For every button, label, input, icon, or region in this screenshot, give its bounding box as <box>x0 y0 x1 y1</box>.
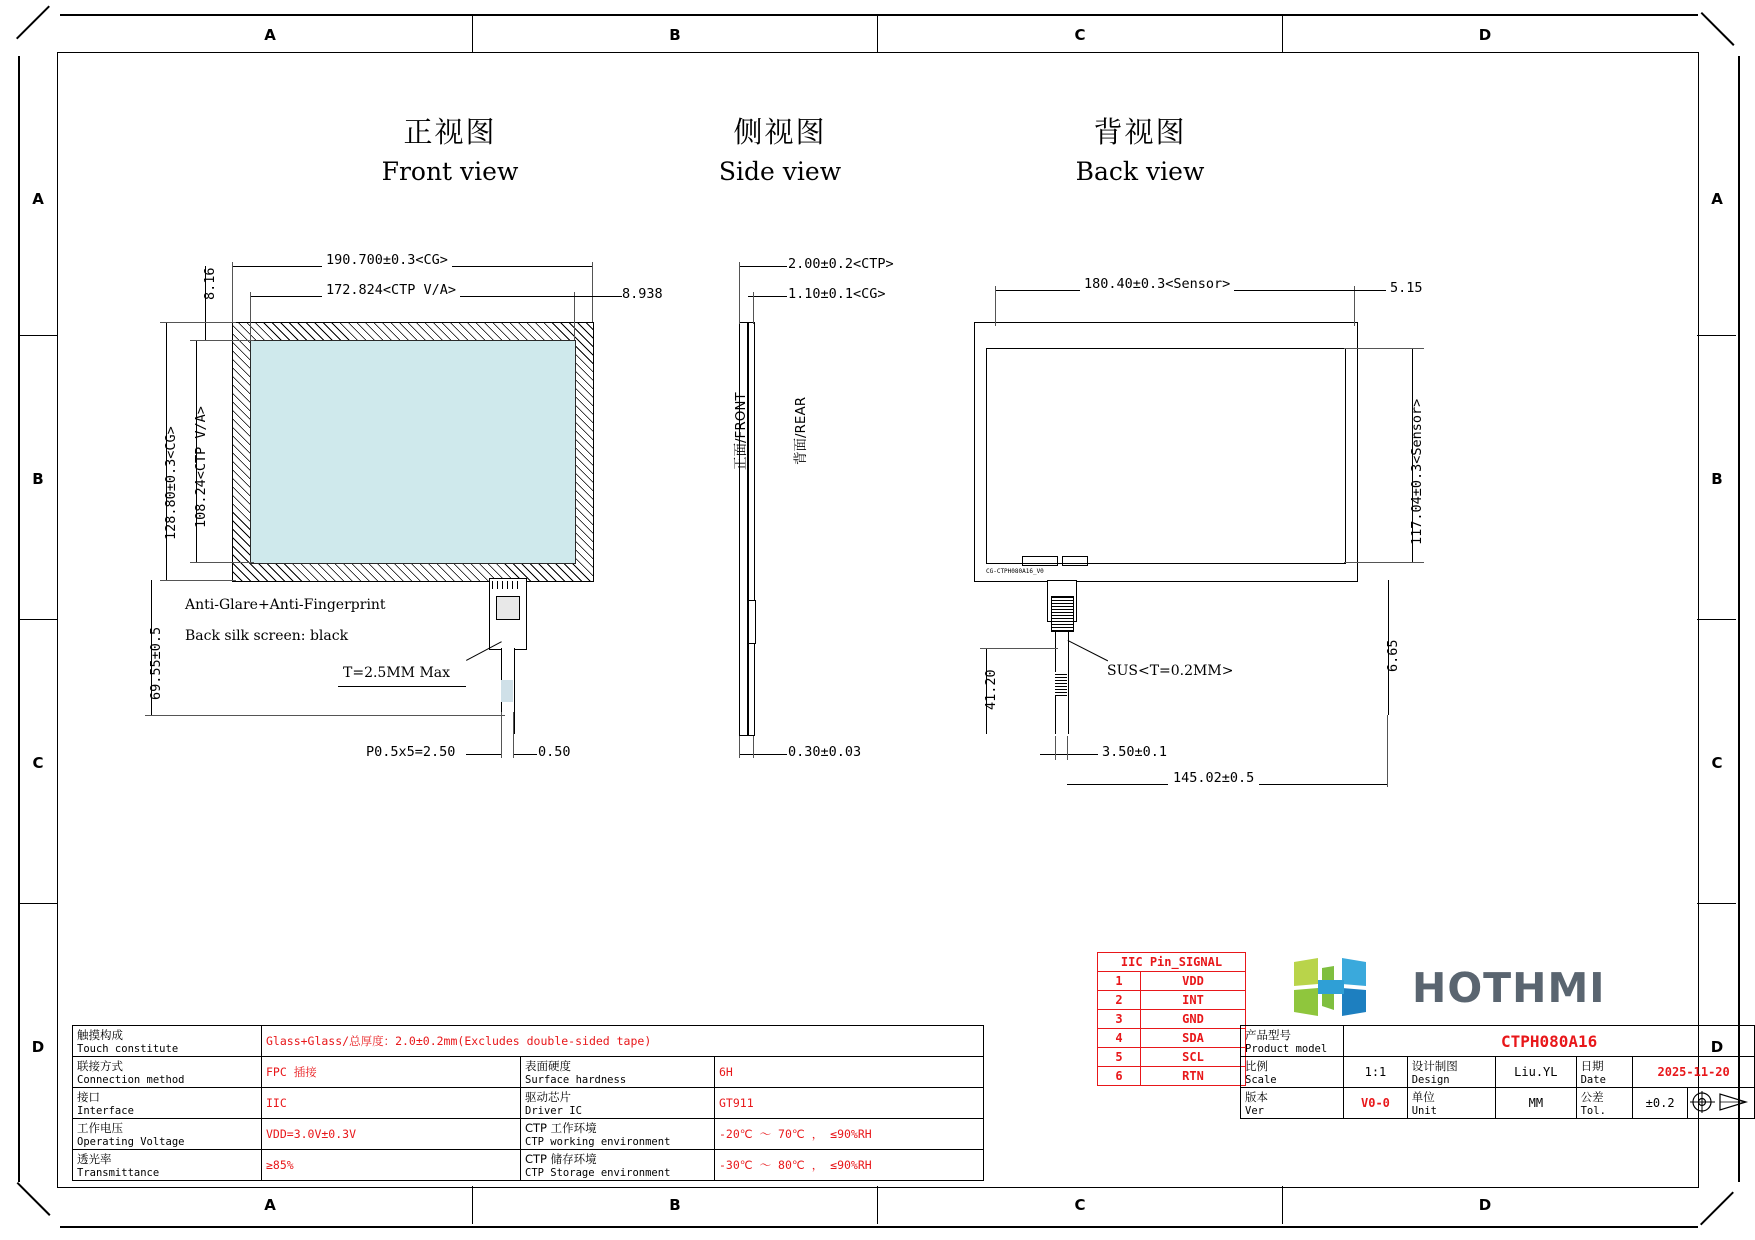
front-dim-108-ext-t <box>190 340 254 341</box>
back-note-sus: SUS<T=0.2MM> <box>1104 663 1236 679</box>
side-view-title <box>640 110 920 186</box>
table-row <box>1241 1057 1755 1088</box>
back-sensor-trace-1 <box>1022 556 1058 566</box>
front-fpc-cable-end <box>501 680 513 702</box>
front-view-title <box>300 110 600 186</box>
zone-label-left-d: D <box>31 1038 45 1056</box>
front-fpc-chip <box>496 596 520 620</box>
front-dim-190-ext-r <box>592 262 593 322</box>
side-cg-layer <box>748 322 755 736</box>
zone-tick-left-3 <box>18 903 57 904</box>
front-dim-190: 190.700±0.3<CG> <box>322 252 452 268</box>
pin-number: 3 <box>1098 1010 1141 1029</box>
front-view-title-cn: 正视图 <box>403 115 497 149</box>
spec-value-operating-voltage: VDD=3.0V±0.3V <box>262 1119 521 1150</box>
title-design-value: Liu.YL <box>1496 1057 1577 1088</box>
zone-label-right-d: D <box>1710 1038 1724 1056</box>
back-view-title <box>1000 110 1280 186</box>
pin-table-header: IIC Pin_SIGNAL <box>1098 953 1246 972</box>
zone-tick-top-2 <box>877 14 878 52</box>
back-view-title-cn: 背视图 <box>1093 115 1187 149</box>
corner-chamfer-bl <box>14 1182 60 1228</box>
front-dim-108-ext-b <box>190 562 254 563</box>
side-fpc-tab <box>748 600 756 644</box>
back-dim-665: 6.65 <box>1385 639 1401 672</box>
side-dim-030-ext-r <box>753 736 754 758</box>
table-row <box>1098 1029 1246 1048</box>
front-fpc-pins <box>492 581 522 589</box>
pin-signal: SCL <box>1141 1048 1246 1067</box>
side-dim-200-ext <box>739 262 740 324</box>
title-scale-value: 1:1 <box>1344 1057 1407 1088</box>
side-dim-030: 0.30±0.03 <box>788 744 862 760</box>
table-row <box>73 1119 984 1150</box>
table-row <box>73 1057 984 1088</box>
company-logo <box>1288 952 1678 1024</box>
title-block-grid <box>1240 1025 1755 1119</box>
spec-label-transmittance: 透光率 Transmittance <box>73 1150 262 1181</box>
zone-tick-left-2 <box>18 619 57 620</box>
front-dim-128-ext-t <box>160 322 236 323</box>
title-unit-label: 单位 Unit <box>1407 1088 1495 1119</box>
projection-symbol <box>1687 1088 1754 1119</box>
back-dim-117-ext-b <box>1344 562 1424 563</box>
zone-label-bottom-d: D <box>1478 1196 1492 1214</box>
side-dim-200: 2.00±0.2<CTP> <box>788 256 894 272</box>
pin-table-grid <box>1097 952 1246 1086</box>
pin-signal: SDA <box>1141 1029 1246 1048</box>
side-view-title-cn: 侧视图 <box>733 115 827 149</box>
front-note-antiglare: Anti-Glare+Anti-Fingerprint <box>182 597 389 613</box>
table-row <box>1241 1088 1755 1119</box>
side-dim-030-ext-l <box>739 736 740 758</box>
back-sensor-code: CG-CTPH080A16_V0 <box>986 568 1044 575</box>
title-unit-value: MM <box>1496 1088 1577 1119</box>
zone-label-left-b: B <box>32 470 44 488</box>
front-dim-050-ext-l <box>501 712 502 758</box>
back-dim-117: 117.04±0.3<Sensor> <box>1409 398 1425 545</box>
zone-label-left-c: C <box>32 754 44 772</box>
front-dim-050-ext-r <box>513 712 514 758</box>
back-dim-350-ext-l <box>1055 736 1056 760</box>
back-dim-145: 145.02±0.5 <box>1168 770 1259 786</box>
title-design-label: 设计制图 Design <box>1407 1057 1495 1088</box>
spec-label-storage-env: CTP 储存环境 CTP Storage environment <box>521 1150 715 1181</box>
spec-value-transmittance: ≥85% <box>262 1150 521 1181</box>
title-tol-value: ±0.2 <box>1633 1088 1688 1119</box>
title-ver-value: V0-0 <box>1344 1088 1407 1119</box>
table-row <box>1241 1026 1755 1057</box>
pin-signal: VDD <box>1141 972 1246 991</box>
front-dim-050-line <box>513 754 537 755</box>
front-note-silkscreen: Back silk screen: black <box>182 628 351 644</box>
pin-number: 6 <box>1098 1067 1141 1086</box>
back-sensor-trace-2 <box>1062 556 1088 566</box>
front-note-thickness: T=2.5MM Max <box>340 665 453 681</box>
side-dim-030-line <box>739 754 787 755</box>
pin-signal: INT <box>1141 991 1246 1010</box>
front-dim-128-ext-b <box>160 580 236 581</box>
pin-signal: GND <box>1141 1010 1246 1029</box>
spec-label-surface-hardness: 表面硬度 Surface hardness <box>521 1057 715 1088</box>
side-label-rear: 背面/REAR <box>793 396 809 465</box>
side-ctp-layer <box>739 322 748 736</box>
front-dim-172: 172.824<CTP V/A> <box>322 282 460 298</box>
zone-label-bottom-a: A <box>264 1196 276 1214</box>
title-ver-label: 版本 Ver <box>1241 1088 1344 1119</box>
zone-label-top-d: D <box>1478 26 1492 44</box>
back-dim-350-line <box>1040 754 1098 755</box>
zone-label-left-a: A <box>32 190 44 208</box>
zone-tick-top-3 <box>1282 14 1283 52</box>
front-dim-6955-ext-b <box>145 715 505 716</box>
zone-label-top-a: A <box>264 26 276 44</box>
table-row <box>1098 1010 1246 1029</box>
zone-tick-right-1 <box>1697 335 1736 336</box>
front-dim-8938-line <box>574 296 622 297</box>
title-model-value: CTPH080A16 <box>1344 1026 1755 1057</box>
spec-label-interface: 接口 Interface <box>73 1088 262 1119</box>
title-scale-label: 比例 Scale <box>1241 1057 1344 1088</box>
front-dim-6955: 69.55±0.5 <box>148 626 164 700</box>
back-dim-180-ext-r <box>1354 286 1355 326</box>
spec-label-operating-voltage: 工作电压 Operating Voltage <box>73 1119 262 1150</box>
zone-label-bottom-b: B <box>669 1196 681 1214</box>
front-dim-p05: P0.5x5=2.50 <box>366 744 456 760</box>
back-dim-515-line <box>1354 290 1386 291</box>
front-note-thickness-underline <box>338 686 466 687</box>
zone-tick-bottom-1 <box>472 1186 473 1224</box>
back-dim-117-ext-t <box>1344 348 1424 349</box>
pin-number: 2 <box>1098 991 1141 1010</box>
front-dim-108: 108.24<CTP V/A> <box>193 406 209 528</box>
spec-label-touch-constitute: 触摸构成 Touch constitute <box>73 1026 262 1057</box>
spec-label-working-env: CTP 工作环境 CTP working environment <box>521 1119 715 1150</box>
table-row <box>73 1088 984 1119</box>
front-panel-active-area <box>250 340 576 564</box>
table-row <box>73 1026 984 1057</box>
front-dim-816: 8.16 <box>202 267 218 300</box>
spec-label-driver-ic: 驱动芯片 Driver IC <box>521 1088 715 1119</box>
back-dim-180: 180.40±0.3<Sensor> <box>1080 276 1234 292</box>
pin-signal: RTN <box>1141 1067 1246 1086</box>
side-dim-200-line <box>739 266 787 267</box>
back-dim-180-ext-l <box>995 286 996 326</box>
zone-tick-right-2 <box>1697 619 1736 620</box>
back-fpc-cable-block <box>1055 672 1067 696</box>
back-dim-4120: 41.20 <box>983 669 999 710</box>
first-angle-projection-icon <box>1688 1089 1752 1115</box>
spec-value-driver-ic: GT911 <box>715 1088 984 1119</box>
pin-table-header-row <box>1098 953 1246 972</box>
table-row <box>1098 1048 1246 1067</box>
pin-number: 5 <box>1098 1048 1141 1067</box>
front-dim-128: 128.80±0.3<CG> <box>163 426 179 540</box>
spec-value-connection-method: FPC 插接 <box>262 1057 521 1088</box>
zone-label-right-a: A <box>1711 190 1723 208</box>
back-dim-350-ext-r <box>1067 736 1068 760</box>
zone-tick-top-1 <box>472 14 473 52</box>
side-view-title-en: Side view <box>718 157 842 186</box>
zone-label-right-b: B <box>1711 470 1723 488</box>
table-row <box>1098 991 1246 1010</box>
pin-number: 1 <box>1098 972 1141 991</box>
front-view-title-en: Front view <box>381 157 519 186</box>
zone-tick-left-1 <box>18 335 57 336</box>
table-row <box>1098 972 1246 991</box>
front-dim-8938: 8.938 <box>622 286 663 302</box>
spec-label-connection-method: 联接方式 Connection method <box>73 1057 262 1088</box>
front-dim-050: 0.50 <box>538 744 571 760</box>
pin-number: 4 <box>1098 1029 1141 1048</box>
pin-table <box>1097 952 1246 1086</box>
title-tol-label: 公差 Tol. <box>1576 1088 1633 1119</box>
side-dim-110: 1.10±0.1<CG> <box>788 286 886 302</box>
hothmi-mark-icon <box>1288 954 1408 1024</box>
back-dim-4120-ext <box>980 648 1058 649</box>
back-view-title-en: Back view <box>1075 157 1205 186</box>
zone-tick-right-3 <box>1697 903 1736 904</box>
side-dim-110-ext <box>753 292 754 324</box>
back-dim-515: 5.15 <box>1390 280 1423 296</box>
spec-value-interface: IIC <box>262 1088 521 1119</box>
title-date-value: 2025-11-20 <box>1633 1057 1755 1088</box>
spec-table-grid <box>72 1025 984 1181</box>
zone-label-bottom-c: C <box>1074 1196 1086 1214</box>
zone-label-top-b: B <box>669 26 681 44</box>
front-dim-p05-line <box>466 754 501 755</box>
side-label-front: 正面/FRONT <box>733 392 749 470</box>
zone-label-right-c: C <box>1711 754 1723 772</box>
title-model-label: 产品型号 Product model <box>1241 1026 1344 1057</box>
front-dim-190-ext-l <box>232 262 233 322</box>
spec-table <box>72 1025 984 1181</box>
back-sensor-area <box>986 348 1346 564</box>
zone-tick-bottom-2 <box>877 1186 878 1224</box>
title-block <box>1240 1025 1755 1119</box>
spec-value-surface-hardness: 6H <box>715 1057 984 1088</box>
back-dim-145-ext-r <box>1387 715 1388 787</box>
back-fpc-pads <box>1051 596 1074 632</box>
title-date-label: 日期 Date <box>1576 1057 1633 1088</box>
back-dim-350: 3.50±0.1 <box>1102 744 1168 760</box>
spec-value-storage-env: -30℃ ～ 80℃ ， ≤90%RH <box>715 1150 984 1181</box>
spec-value-working-env: -20℃ ～ 70℃ ， ≤90%RH <box>715 1119 984 1150</box>
spec-value-touch-constitute: Glass+Glass/总厚度：2.0±0.2mm(Excludes double-sided tape) <box>262 1026 984 1057</box>
table-row <box>1098 1067 1246 1086</box>
zone-tick-bottom-3 <box>1282 1186 1283 1224</box>
zone-label-top-c: C <box>1074 26 1086 44</box>
front-dim-172-ext-l <box>250 292 251 340</box>
table-row <box>73 1150 984 1181</box>
logo-wordmark: HOTHMI <box>1412 964 1606 1012</box>
front-dim-172-ext-r <box>574 292 575 340</box>
